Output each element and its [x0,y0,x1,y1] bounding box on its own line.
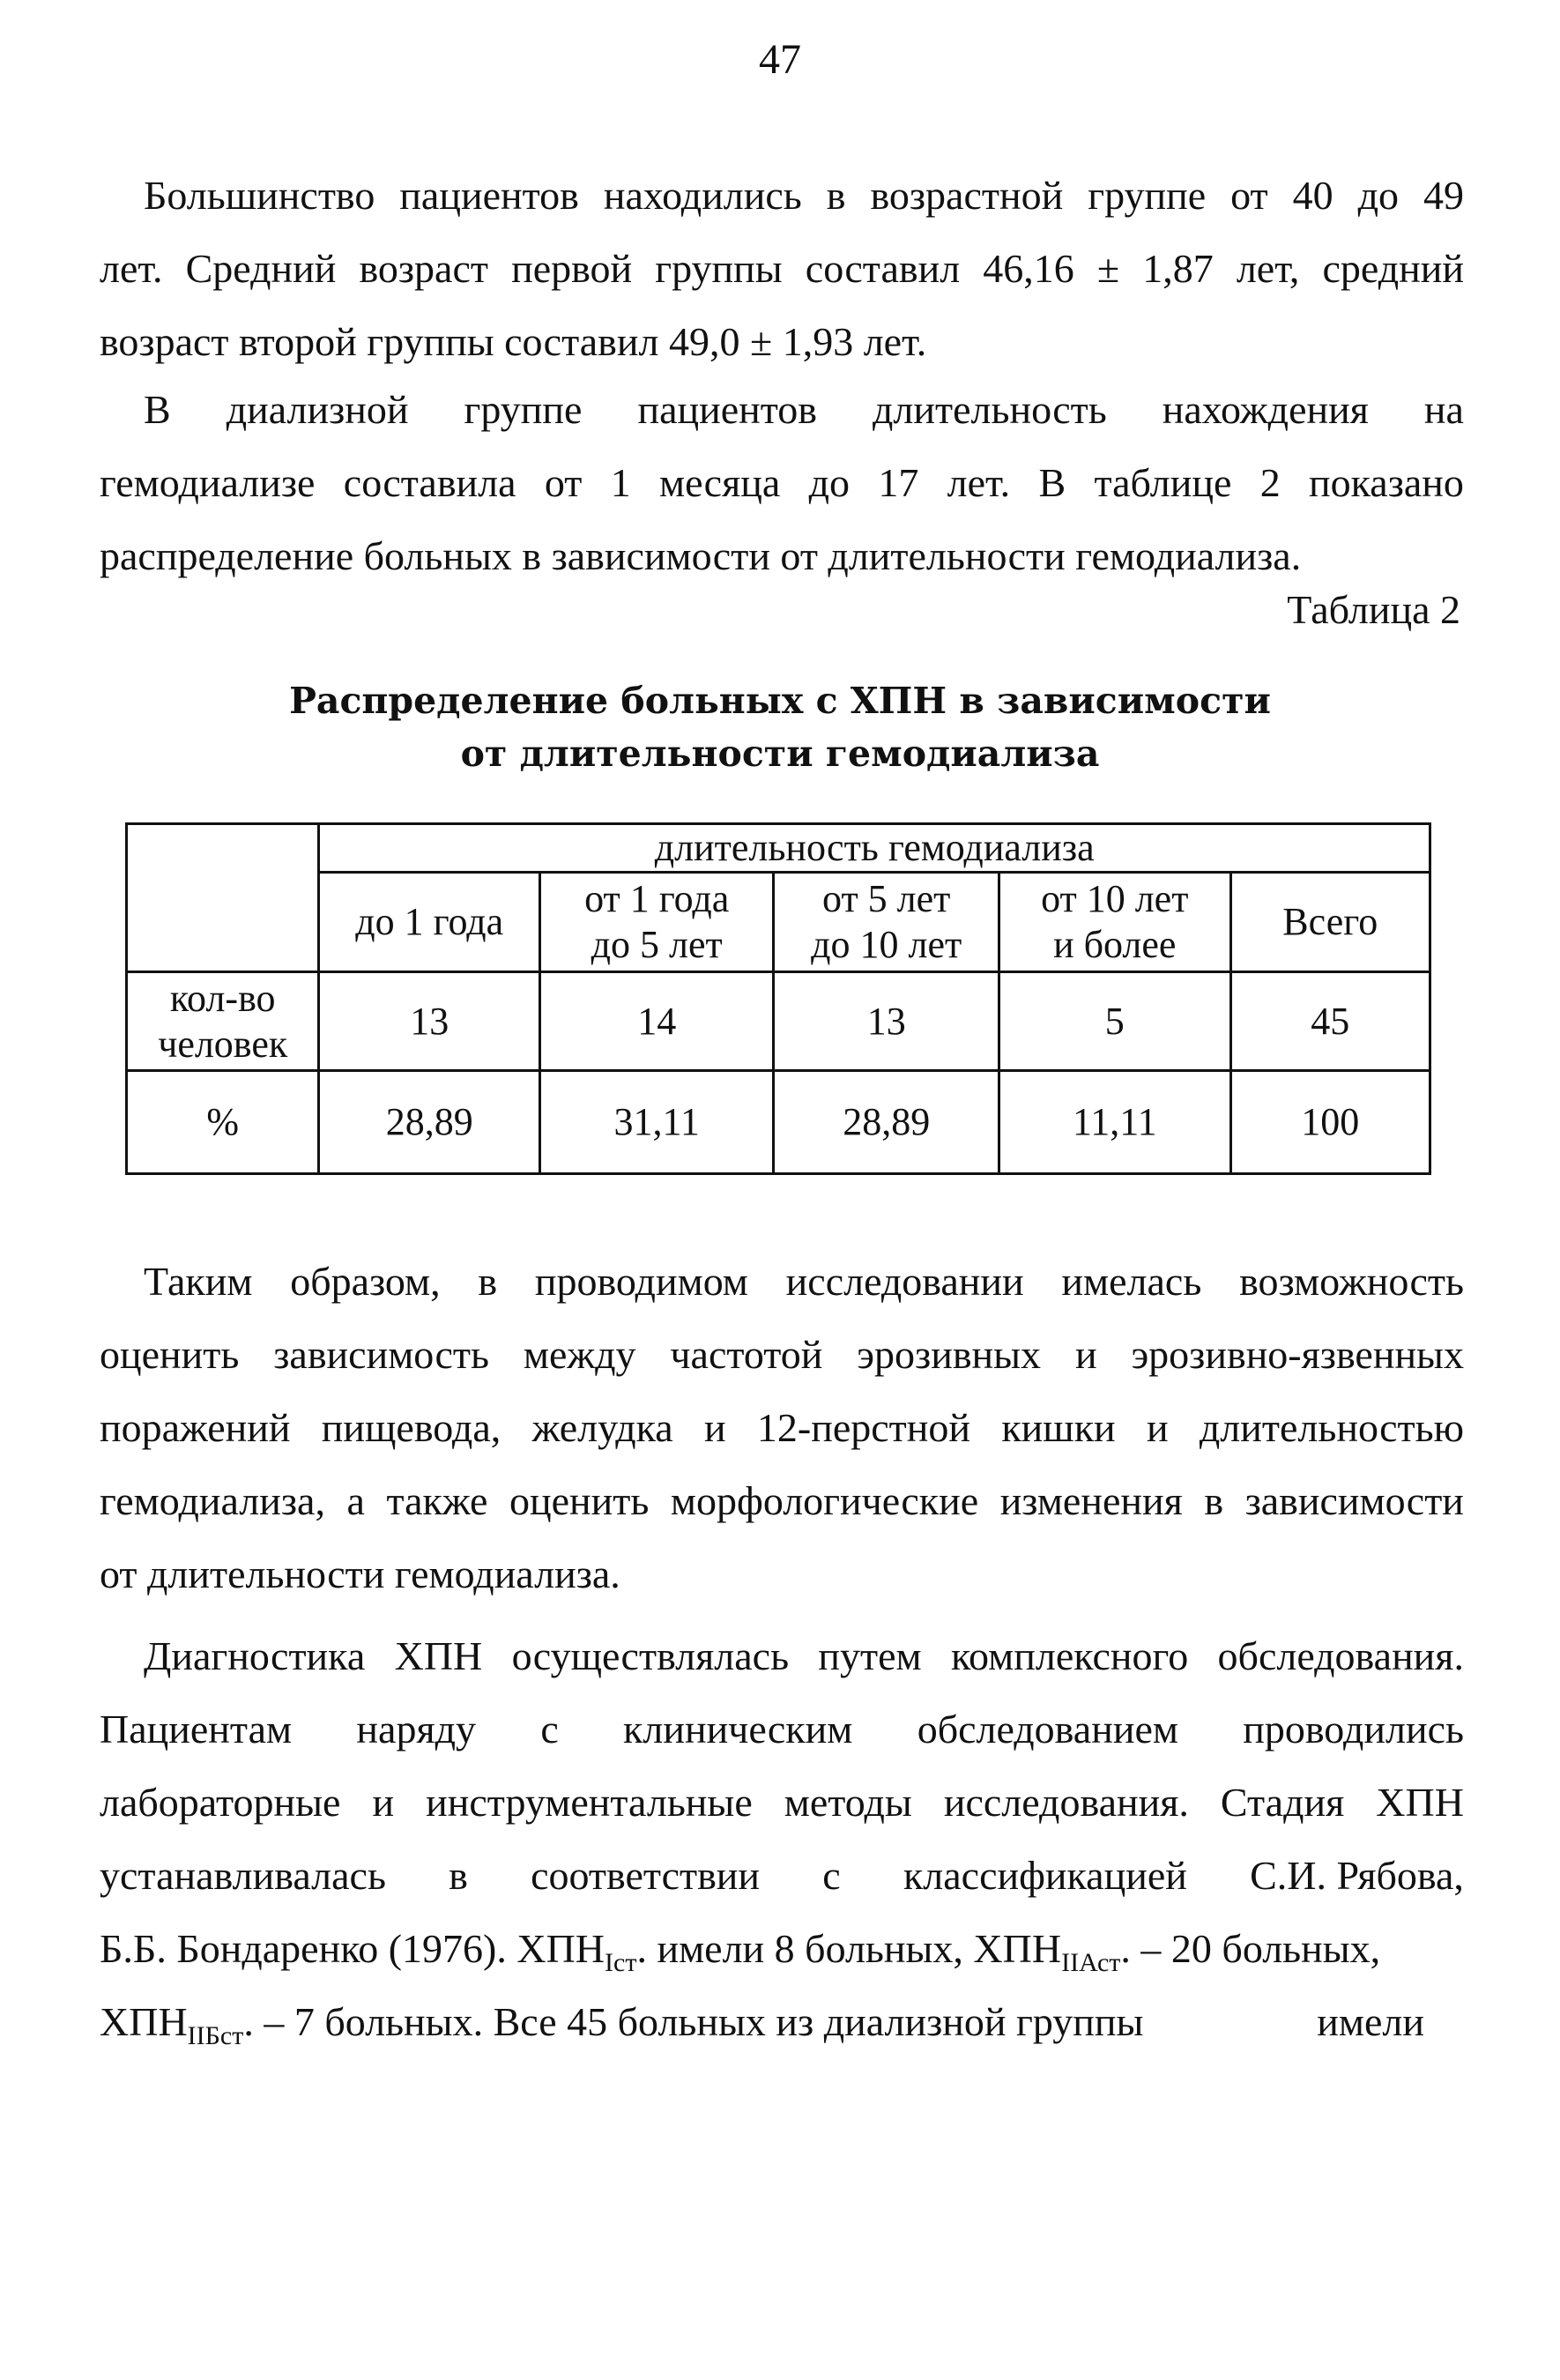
table-cell: 45 [1230,972,1430,1071]
text-line: возраст второй группы составил 49,0 ± 1,93 лет. [100,319,927,364]
table-cell: 13 [774,972,999,1071]
table-cell: 100 [1230,1071,1430,1174]
table-row-label: кол-во человек [127,972,319,1071]
paragraph-age [100,159,1464,378]
table-cell: 28,89 [319,1071,540,1174]
table-header-cell: от 1 года до 5 лет [539,873,774,972]
table-row [127,1071,1430,1174]
paragraph-diagnostics [100,1619,1464,2058]
table-caption: Таблица 2 [1287,587,1460,632]
text-line: $ХПН_{IIБст}$. – 7 больных. Все 45 больных из диализной группы имели [100,1999,1424,2051]
text-line: лабораторные и инструментальные методы исследования. Стадия ХПН [100,1780,1464,1825]
table-row [127,972,1430,1071]
table-row-label: % [127,1071,319,1174]
table-cell: 13 [319,972,540,1071]
text-line: поражений пищевода, желудка и 12-перстной кишки и длительностью [100,1405,1464,1450]
text-line: распределение больных в зависимости от длительности гемодиализа. [100,533,1302,578]
text-line: гемодиализа, а также оценить морфологические изменения в зависимости [100,1478,1464,1523]
table-cell-empty [127,824,319,972]
table-header-cell: до 1 года [319,873,540,972]
table-header-cell: от 5 лет до 10 лет [774,873,999,972]
paragraph-dialysis-duration [100,373,1464,592]
text-line: устанавливалась в соответствии с классификацией С.И. Рябова, [100,1853,1464,1898]
table-header-cell: от 10 лет и более [999,873,1230,972]
text-line: от длительности гемодиализа. [100,1551,620,1596]
table-cell: 28,89 [774,1071,999,1174]
table-title: Распределение больных с ХПН в зависимости от длительности гемодиализа [289,680,1271,775]
text-line: оценить зависимость между частотой эрозивных и эрозивно-язвенных [100,1332,1464,1377]
table-row [127,873,1430,972]
distribution-table [125,822,1431,1175]
text-line: Б.Б. Бондаренко (1976). $ХПН_{Iст}$. имели 8 больных, $ХПН_{IIАст}$. – 20 больных, [100,1926,1381,1978]
table-cell: 11,11 [999,1071,1230,1174]
table-cell: 14 [539,972,774,1071]
text-line: лет. Средний возраст первой группы составил 46,16 ± 1,87 лет, средний [100,246,1464,291]
table-header-group: длительность гемодиализа [319,824,1430,873]
page-number: 47 [759,36,801,83]
table-cell: 31,11 [539,1071,774,1174]
text-line: Диагностика ХПН осуществлялась путем комплексного обследования. [144,1633,1464,1678]
table-row [127,824,1430,873]
table-header-cell: Всего [1230,873,1430,972]
text-line: Пациентам наряду с клиническим обследованием проводились [100,1707,1464,1752]
paragraph-conclusion [100,1245,1464,1610]
text-line: Таким образом, в проводимом исследовании имелась возможность [144,1259,1464,1304]
text-line: Большинство пациентов находились в возрастной группе от 40 до 49 [144,173,1464,218]
table-cell: 5 [999,972,1230,1071]
text-line: гемодиализе составила от 1 месяца до 17 лет. В таблице 2 показано [100,460,1464,505]
text-line: В диализной группе пациентов длительность нахождения на [144,387,1464,432]
